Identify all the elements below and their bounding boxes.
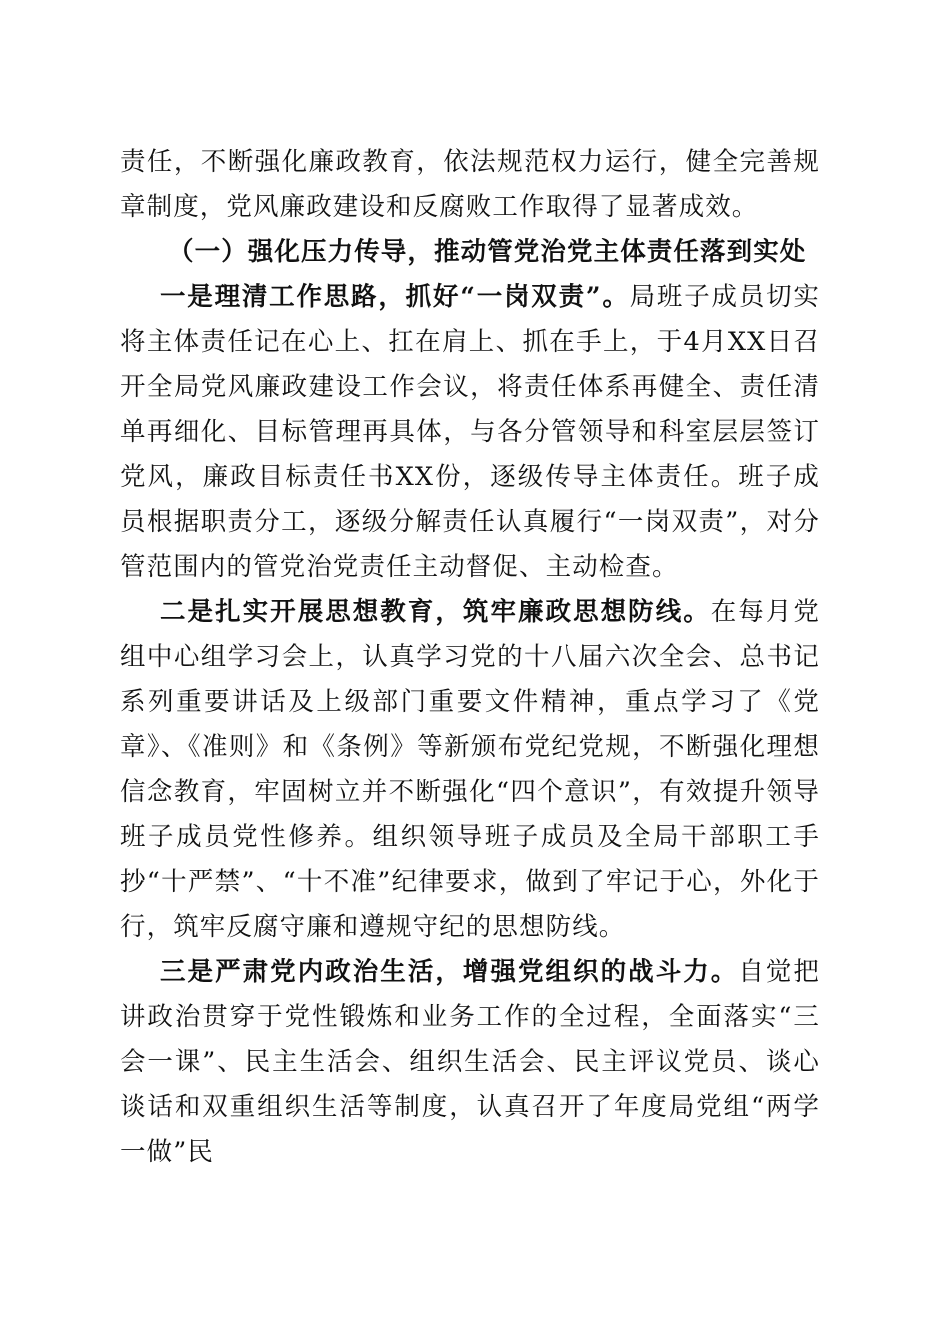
- paragraph-lead: 一是理清工作思路，抓好“一岗双责”。: [160, 282, 630, 312]
- paragraph-continuation: [120, 140, 820, 230]
- paragraph-item-2: [120, 590, 820, 950]
- document-page: [120, 140, 820, 1175]
- paragraph-text: 自觉把讲政治贯穿于党性锻炼和业务工作的全过程，全面落实“三会一课”、民主生活会、组织生活会、民主评议党员、谈心谈话和双重组织生活等制度，认真召开了年度局党组“两学一做”民: [120, 957, 820, 1167]
- paragraph-lead: 三是严肃党内政治生活，增强党组织的战斗力。: [160, 957, 739, 987]
- paragraph-text: 局班子成员切实将主体责任记在心上、扛在肩上、抓在手上，于4月XX日召开全局党风廉政建设工作会议，将责任体系再健全、责任清单再细化、目标管理再具体，与各分管领导和科室层层签订党风，廉政目标责任书XX份，逐级传导主体责任。班子成员根据职责分工，逐级分解责任认真履行“一岗双责”，对分管范围内的管党治党责任主动督促、主动检查。: [120, 282, 821, 582]
- section-heading: （一）强化压力传导，推动管党治党主体责任落到实处: [168, 237, 807, 267]
- paragraph-text: 责任，不断强化廉政教育，依法规范权力运行，健全完善规章制度，党风廉政建设和反腐败工作取得了显著成效。: [120, 147, 820, 222]
- paragraph-lead: 二是扎实开展思想教育，筑牢廉政思想防线。: [160, 597, 711, 627]
- paragraph-item-1: [120, 275, 820, 590]
- paragraph-item-3: [120, 950, 820, 1175]
- paragraph-text: 在每月党组中心组学习会上，认真学习党的十八届六次全会、总书记系列重要讲话及上级部门重要文件精神，重点学习了《党章》、《准则》和《条例》等新颁布党纪党规，不断强化理想信念教育，牢固树立并不断强化“四个意识”，有效提升领导班子成员党性修养。组织领导班子成员及全局干部职工手抄“十严禁”、“十不准”纪律要求，做到了牢记于心，外化于行，筑牢反腐守廉和遵规守纪的思想防线。: [120, 597, 820, 942]
